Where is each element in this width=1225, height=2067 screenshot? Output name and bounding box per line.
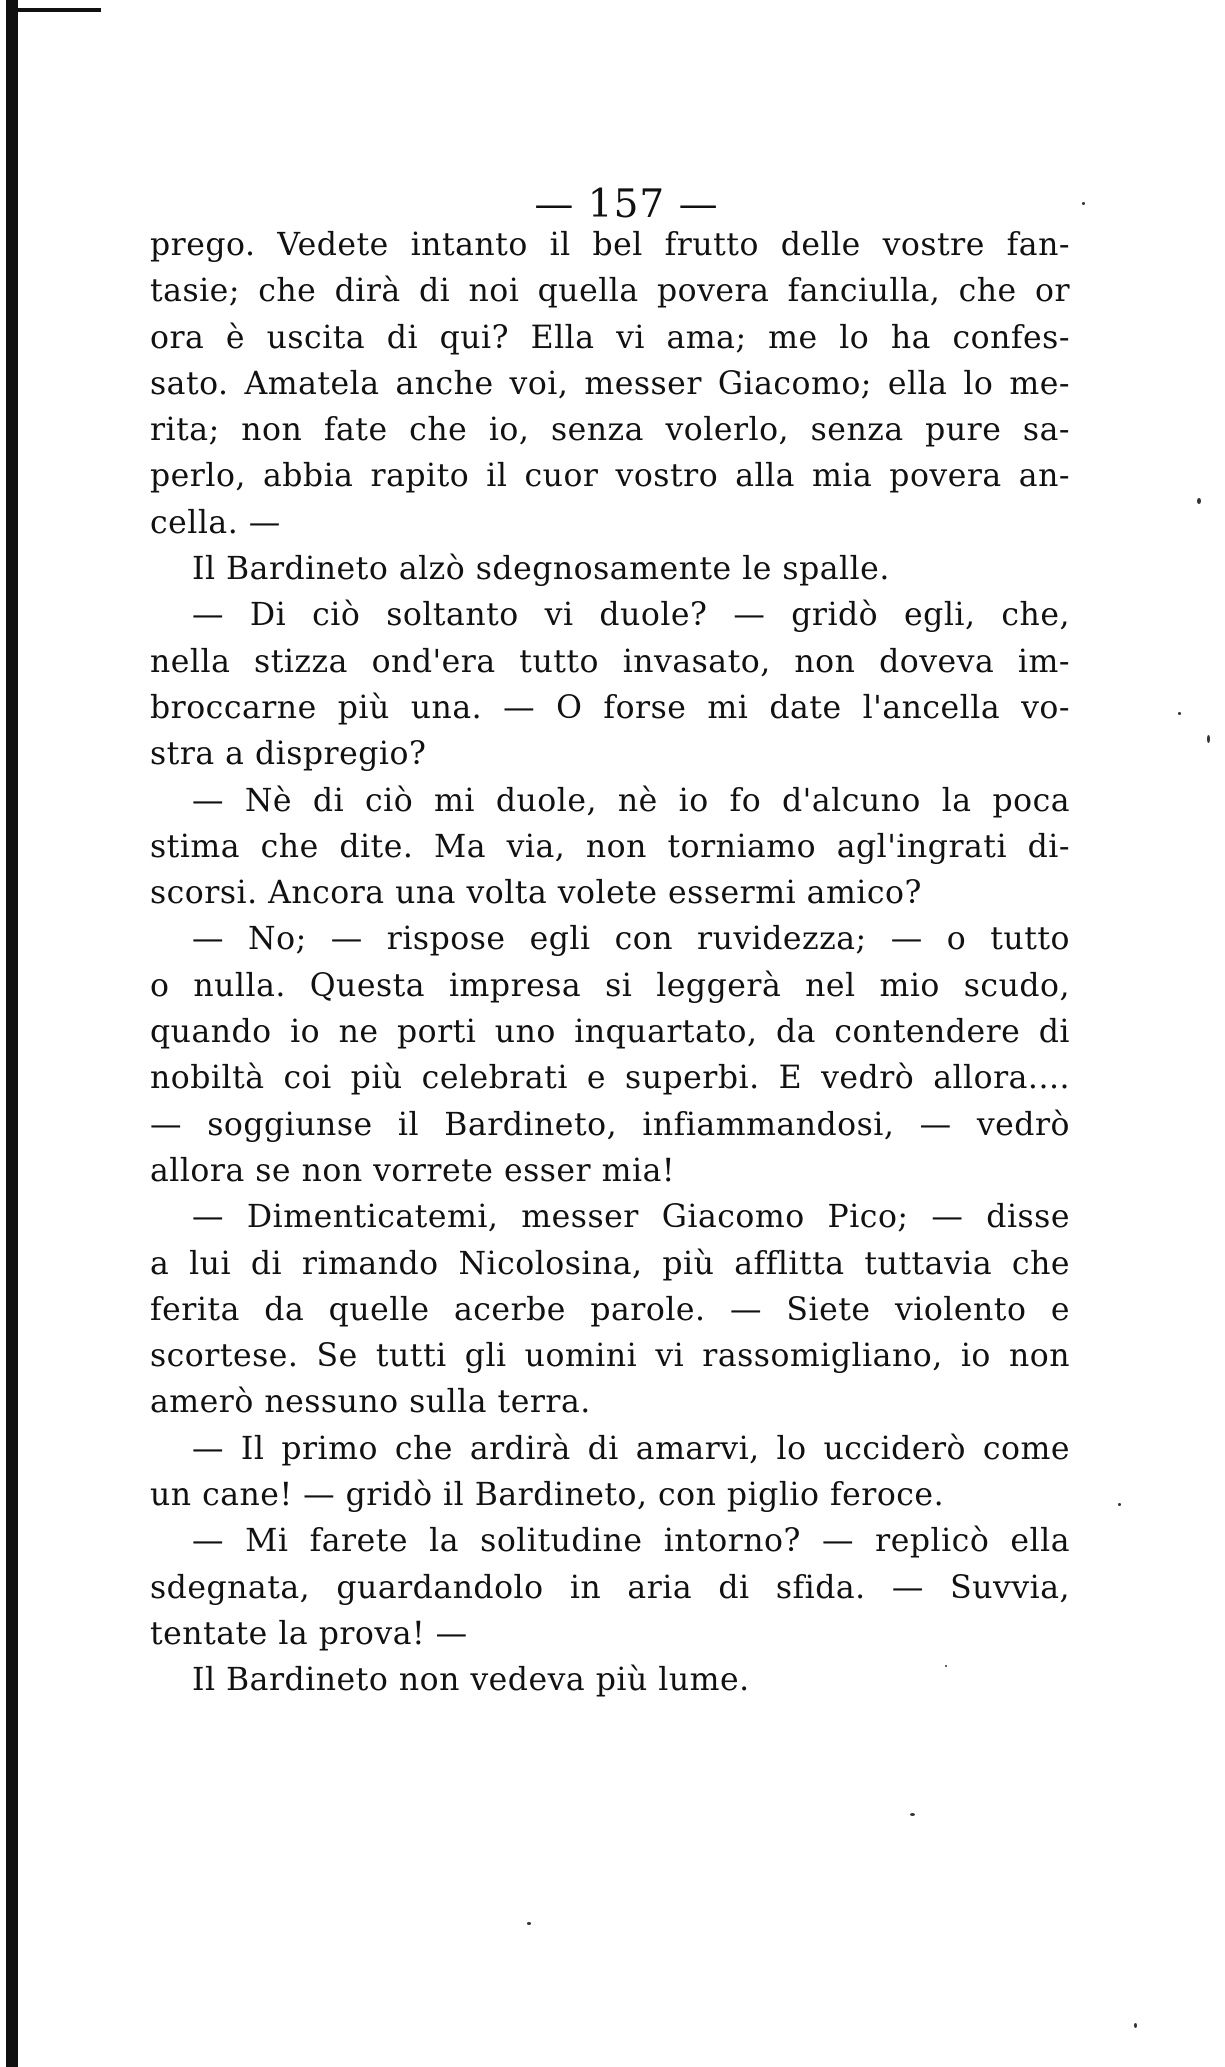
text-line: — Mi farete la solitudine intorno? — replicò ella bbox=[192, 1523, 1070, 1560]
text-line: rita; non fate che io, senza volerlo, senza pure sa- bbox=[150, 412, 1070, 449]
text-line: scorsi. Ancora una volta volete essermi amico? bbox=[150, 875, 922, 912]
scan-speck bbox=[910, 1813, 915, 1816]
body-text bbox=[150, 222, 1070, 1704]
text-line: nobiltà coi più celebrati e superbi. E vedrò allora.... bbox=[150, 1060, 1070, 1097]
text-line: — Dimenticatemi, messer Giacomo Pico; — disse bbox=[192, 1199, 1070, 1236]
text-line: — Nè di ciò mi duole, nè io fo d'alcuno la poca bbox=[192, 782, 1070, 819]
text-line: nella stizza ond'era tutto invasato, non doveva im- bbox=[150, 643, 1070, 680]
text-line: stra a dispregio? bbox=[150, 736, 427, 773]
page-number: — 157 — bbox=[534, 182, 719, 227]
text-line: quando io ne porti uno inquartato, da contendere di bbox=[150, 1014, 1070, 1051]
text-line: ferita da quelle acerbe parole. — Siete violento e bbox=[150, 1291, 1070, 1328]
scan-speck bbox=[1082, 202, 1085, 205]
text-line: tasie; che dirà di noi quella povera fanciulla, che or bbox=[150, 273, 1070, 310]
text-line: cella. — bbox=[150, 504, 281, 541]
scan-speck bbox=[1118, 1503, 1121, 1506]
text-line: sdegnata, guardandolo in aria di sfida. — Suvvia, bbox=[150, 1569, 1070, 1606]
scan-speck bbox=[1197, 498, 1201, 504]
scan-speck bbox=[1134, 2023, 1137, 2028]
text-line: prego. Vedete intanto il bel frutto delle vostre fan- bbox=[150, 227, 1070, 263]
scan-top-rule bbox=[6, 8, 101, 12]
text-line: tentate la prova! — bbox=[150, 1615, 468, 1652]
scan-speck bbox=[1207, 735, 1210, 743]
text-line: — No; — rispose egli con ruvidezza; — o tutto bbox=[192, 921, 1070, 958]
text-line: perlo, abbia rapito il cuor vostro alla mia povera an- bbox=[150, 458, 1070, 495]
text-line: ora è uscita di qui? Ella vi ama; me lo ha confes- bbox=[150, 319, 1070, 356]
text-line: amerò nessuno sulla terra. bbox=[150, 1384, 591, 1421]
text-line: — Il primo che ardirà di amarvi, lo ucciderò come bbox=[192, 1430, 1070, 1467]
text-line: allora se non vorrete esser mia! bbox=[150, 1152, 676, 1189]
text-line: a lui di rimando Nicolosina, più afflitta tuttavia che bbox=[150, 1245, 1070, 1282]
text-line: scortese. Se tutti gli uomini vi rassomigliano, io non bbox=[150, 1338, 1070, 1375]
text-line: Il Bardineto alzò sdegnosamente le spalle. bbox=[192, 551, 890, 588]
text-line: broccarne più una. — O forse mi date l'ancella vo- bbox=[150, 689, 1070, 726]
text-line: sato. Amatela anche voi, messer Giacomo; ella lo me- bbox=[150, 365, 1070, 402]
text-line: stima che dite. Ma via, non torniamo agl'ingrati di- bbox=[150, 828, 1070, 865]
scan-binding-edge bbox=[6, 0, 18, 2067]
scan-speck bbox=[1178, 712, 1181, 715]
text-line: — Di ciò soltanto vi duole? — gridò egli, che, bbox=[192, 597, 1070, 634]
scan-speck bbox=[527, 1922, 531, 1925]
text-line: o nulla. Questa impresa si leggerà nel mio scudo, bbox=[150, 967, 1070, 1004]
text-line: — soggiunse il Bardineto, infiammandosi, — vedrò bbox=[150, 1106, 1070, 1143]
scan-speck bbox=[945, 1665, 947, 1667]
text-line: un cane! — gridò il Bardineto, con piglio feroce. bbox=[150, 1477, 945, 1514]
text-line: Il Bardineto non vedeva più lume. bbox=[192, 1662, 750, 1699]
